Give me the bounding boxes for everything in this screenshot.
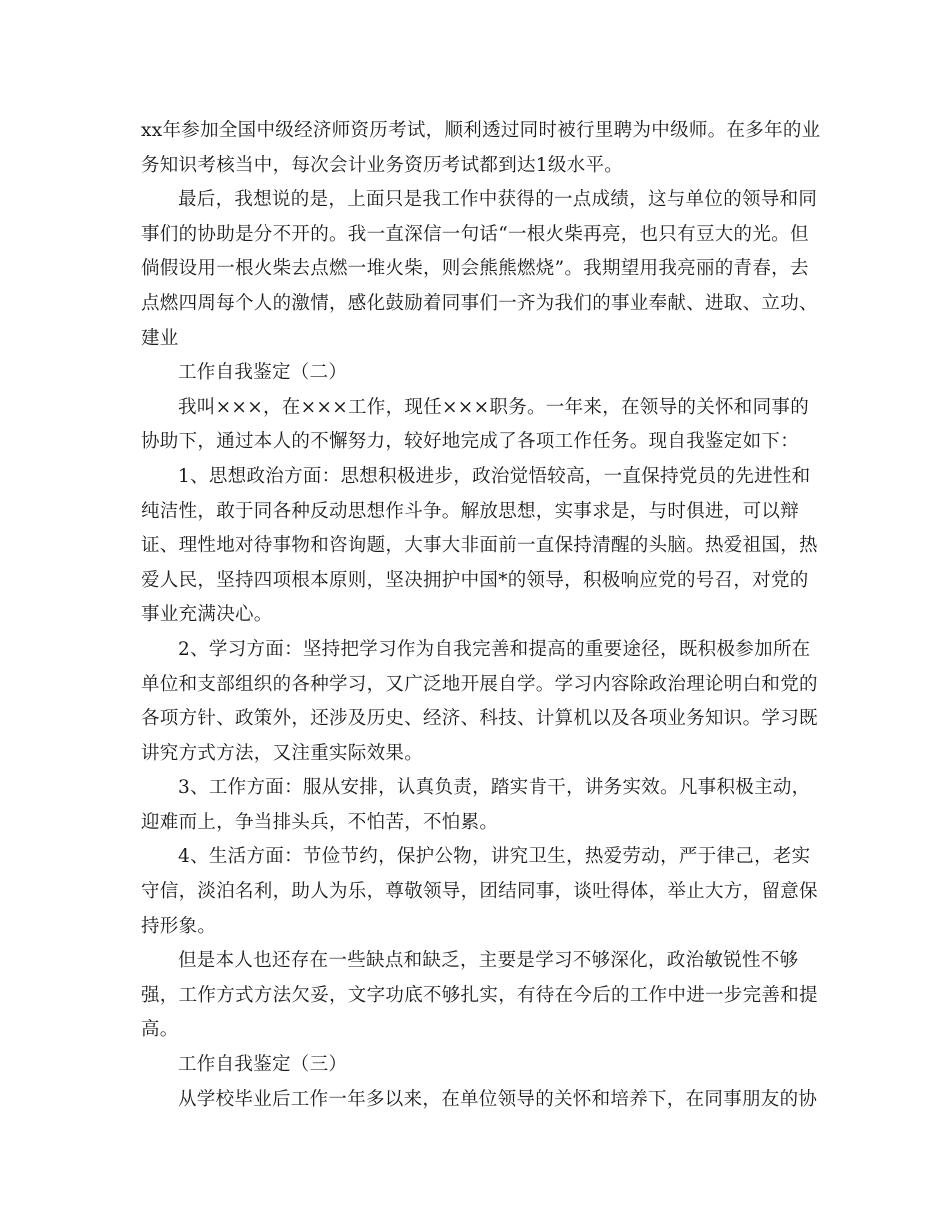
section-heading-3: 工作自我鉴定（三）: [178, 1054, 348, 1076]
document-body: [141, 114, 821, 1117]
paragraph-graduation: 从学校毕业后工作一年多以来，在单位领导的关怀和培养下，在同事朋友的协: [178, 1088, 818, 1110]
paragraph-political: 1、思想政治方面：思想积极进步，政治觉悟较高，一直保持党员的先进性和纯洁性，敢于同各种反动思想作斗争。解放思想，实事求是，与时俱进，可以辩证、理性地对待事物和咨询题，大事大非面前一直保持清醒的头脑。热爱祖国，热爱人民，坚持四项根本原则，坚决拥护中国*的领导，积极响应党的号召，对党的事业充满决心。: [141, 465, 818, 626]
paragraph-shortcomings: 但是本人也还存在一些缺点和缺乏，主要是学习不够深化，政治敏锐性不够强，工作方式方法欠妥，文字功底不够扎实，有待在今后的工作中进一步完善和提高。: [141, 950, 818, 1041]
section-heading-2: 工作自我鉴定（二）: [178, 362, 348, 384]
paragraph-exam-result: xx年参加全国中级经济师资历考试，顺利透过同时被行里聘为中级师。在多年的业务知识考核当中，每次会计业务资历考试都到达1级水平。: [141, 120, 821, 176]
paragraph-study: 2、学习方面：坚持把学习作为自我完善和提高的重要途径，既积极参加所在单位和支部组织的各种学习，又广泛地开展自学。学习内容除政治理论明白和党的各项方针、政策外，还涉及历史、经济、科技、计算机以及各项业务知识。学习既讲究方式方法，又注重实际效果。: [141, 638, 818, 764]
paragraph-work: 3、工作方面：服从安排，认真负责，踏实肯干，讲务实效。凡事积极主动，迎难而上，争当排头兵，不怕苦，不怕累。: [141, 777, 811, 833]
paragraph-life: 4、生活方面：节俭节约，保护公物，讲究卫生，热爱劳动，严于律己，老实守信，淡泊名利，助人为乐，尊敬领导，团结同事，谈吐得体，举止大方，留意保持形象。: [141, 846, 818, 937]
paragraph-closing-remarks: 最后，我想说的是，上面只是我工作中获得的一点成绩，这与单位的领导和同事们的协助是分不开的。我一直深信一句话“一根火柴再亮，也只有豆大的光。但倘假设用一根火柴去点燃一堆火柴，则会熊熊燃烧”。我期望用我亮丽的青春，去点燃四周每个人的激情，感化鼓励着同事们一齐为我们的事业奉献、进取、立功、建业: [141, 189, 818, 349]
paragraph-intro: 我叫×××，在×××工作，现任×××职务。一年来，在领导的关怀和同事的协助下，通过本人的不懈努力，较好地完成了各项工作任务。现自我鉴定如下：: [141, 396, 810, 453]
